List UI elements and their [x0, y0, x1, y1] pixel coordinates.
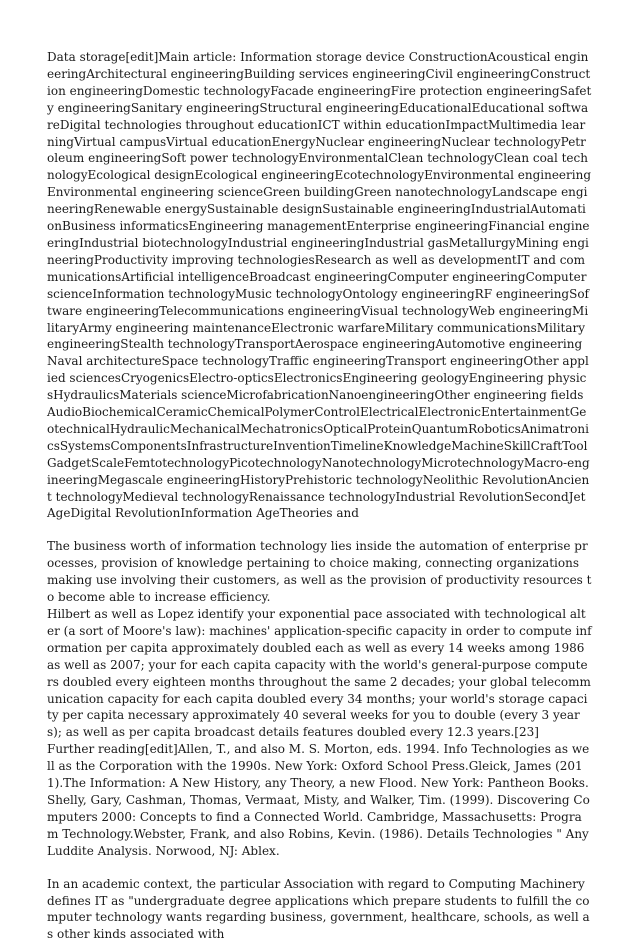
paragraph-further-reading: Further reading[edit]Allen, T., and also M. S. Morton, eds. 1994. Info Technologies as well as the Corporation with the 1990s. New York: Oxford School Press.Gleick, James (2011).The Information: A New History, any Theory, a new Flood. New York: Pantheon Books.Shelly, Gary, Cashman, Thomas, Vermaat, Misty, and Walker, Tim. (1999). Discovering Computers 2000: Concepts to find a Connected World. Cambridge, Massachusetts: Program Technology.Webster, Frank, and also Robins, Kevin. (1986). Details Technologies " Any Luddite Analysis. Norwood, NJ: Ablex. [47, 742, 590, 858]
paragraph-academic-context: In an academic context, the particular Association with regard to Computing Machinery defines IT as "undergraduate degree applications which prepare students to fulfill the computer technology wants regarding business, government, healthcare, schools, as well as other kinds associated with [47, 876, 590, 942]
paragraph-business-worth: The business worth of information technology lies inside the automation of enterprise processes, provision of knowledge pertaining to choice making, connecting organizations making use involving their customers, as well as the provision of productivity resources to become able to increase efficiency. [47, 539, 592, 605]
paragraph-technology-list: Data storage[edit]Main article: Information storage device ConstructionAcoustical engineeringArchitectural engineeringBuilding services engineeringCivil engineeringConstruction engineeringDomestic technologyFacade engineeringFire protection engineeringSafety engineeringSanitary engineeringStructural engineeringEducationalEducational softwareDigital technologies throughout educationICT within educationImpactMultimedia learningVirtual campusVirtual educationEnergyNuclear engineeringNuclear technologyPetroleum engineeringSoft power technologyEnvironmentalClean technologyClean coal technologyEcological designEcological engineeringEcotechnologyEnvironmental engineeringEnvironmental engineering scienceGreen buildingGreen nanotechnologyLandscape engineeringRenewable energySustainable designSustainable engineeringIndustrialAutomationBusiness informaticsEngineering managementEnterprise engineeringFinancial engineeringIndustrial biotechnologyIndustrial engineeringIndustrial gasMetallurgyMining engineeringProductivity improving technologiesResearch as well as developmentIT and communicationsArtificial intelligenceBroadcast engineeringComputer engineeringComputer scienceInformation technologyMusic technologyOntology engineeringRF engineeringSoftware engineeringTelecommunications engineeringVisual technologyWeb engineeringMilitaryArmy engineering maintenanceElectronic warfareMilitary communicationsMilitary engineeringStealth technologyTransportAerospace engineeringAutomotive engineeringNaval architectureSpace technologyTraffic engineeringTransport engineeringOther applied sciencesCryogenicsElectro-opticsElectronicsEngineering geologyEngineering physicsHydraulicsMaterials scienceMicrofabricationNanoengineeringOther engineering fieldsAudioBiochemicalCeramicChemicalPolymerControlElectricalElectronicEntertainmentGeotechnicalHydraulicMechanicalMechatronicsOpticalProteinQuantumRoboticsAnimatronicsSystemsComponentsInfrastructureInventionTimelineKnowledgeMachineSkillCraftToolGadgetScaleFemtotechnologyPicotechnologyNanotechnologyMicrotechnologyMacro-engineeringMegascale engineeringHistoryPrehistoric technologyNeolithic RevolutionAncient technologyMedieval technologyRenaissance technologyIndustrial RevolutionSecondJet AgeDigital RevolutionInformation AgeTheories and [47, 50, 592, 521]
paragraph-hilbert-lopez: Hilbert as well as Lopez identify your exponential pace associated with technological alter (a sort of Moore's law): machines' application-specific capacity in order to compute information per capita approximately doubled each as well as every 14 weeks among 1986 as well as 2007; your for each capita capacity with the world's general-purpose computers doubled every eighteen months throughout the same 2 decades; your global telecommunication capacity for each capita doubled every 34 months; your world's storage capacity per capita necessary approximately 40 several weeks for you to double (every 3 years); as well as per capita broadcast details features doubled every 12.3 years.[23] [47, 607, 592, 740]
